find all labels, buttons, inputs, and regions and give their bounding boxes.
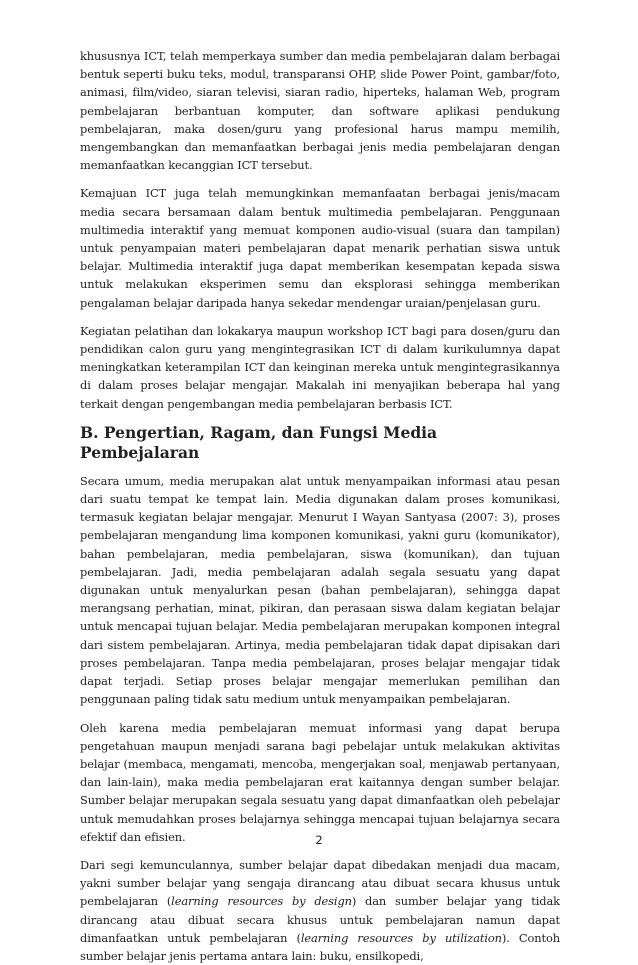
text-span: ). Contoh sumber belajar jenis pertama antara lain: buku, ensilkopedi, [80, 930, 560, 963]
text-span: Dari segi kemunculannya, sumber belajar dapat dibedakan menjadi dua macam, yakni sumber belajar yang sengaja dirancang atau dibuat secara khusus untuk pembelajaran ( [80, 857, 560, 909]
page-number: 2 [315, 833, 323, 847]
paragraph-learning-resources: Oleh karena media pembelajaran memuat informasi yang dapat berupa pengetahuan maupun menjadi sarana bagi pebelajar untuk melakukan aktivitas belajar (membaca, mengamati, mencoba, mengerjakan soal, menjawab pertanyaan, dan lain-lain), maka media pembelajaran erat kaitannya dengan sumber belajar. Sumber belajar merupakan segala sesuatu yang dapat dimanfaatkan oleh pebelajar untuk memudahkan proses belajarnya sehingga mencapai tujuan belajarnya secara efektif dan efisien. [80, 720, 560, 844]
paragraph-workshop: Kegiatan pelatihan dan lokakarya maupun workshop ICT bagi para dosen/guru dan pendidikan calon guru yang mengintegrasikan ICT di dalam kurikulumnya dapat meningkatkan keterampilan ICT dan keinginan mereka untuk mengintegrasikannya di dalam proses belajar mengajar. Makalah ini menyajikan beberapa hal yang terkait dengan pengembangan media pembelajaran berbasis ICT. [80, 323, 560, 411]
paragraph-ict-media: khususnya ICT, telah memperkaya sumber dan media pembelajaran dalam berbagai bentuk seperti buku teks, modul, transparansi OHP, slide Power Point, gambar/foto, animasi, film/video, siaran televisi, siaran radio, hiperteks, halaman Web, program pembelajaran berbantuan komputer, dan software aplikasi pendukung pembelajaran, maka dosen/guru yang profesional harus mampu memilih, mengembangkan dan memanfaatkan berbagai jenis media pembelajaran dengan memanfaatkan kecanggian ICT tersebut. [80, 49, 560, 173]
term-by-utilization: learning resources by utilization [300, 930, 502, 945]
paragraph-media-definition: Secara umum, media merupakan alat untuk menyampaikan informasi atau pesan dari suatu tempat ke tempat lain. Media digunakan dalam proses komunikasi, termasuk kegiatan belajar mengajar. Menurut I Wayan Santyasa (2007: 3), proses pembelajaran mengandung lima komponen komunikasi, yakni guru (komunikator), bahan pembelajaran, media pembelajaran, siswa (komunikan), dan tujuan pembelajaran. Jadi, media pembelajaran adalah segala sesuatu yang dapat digunakan untuk menyalurkan pesan (bahan pembelajaran), sehingga dapat merangsang perhatian, minat, pikiran, dan perasaan siswa dalam kegiatan belajar untuk mencapai tujuan belajar. Media pembelajaran merupakan komponen integral dari sistem pembelajaran. Artinya, media pembelajaran tidak dapat dipisakan dari proses pembelajaran. Tanpa media pembelajaran, proses belajar mengajar tidak dapat terjadi. Setiap proses belajar mengajar memerlukan pemilihan dan penggunaan paling tidak satu medium untuk menyampaikan pembelajaran. [80, 473, 560, 707]
term-by-design: learning resources by design [171, 894, 352, 909]
paragraph-resource-types [80, 856, 560, 965]
paragraph-multimedia: Kemajuan ICT juga telah memungkinkan memanfaatan berbagai jenis/macam media secara bersamaan dalam bentuk multimedia pembelajaran. Penggunaan multimedia interaktif yang memuat komponen audio-visual (suara dan tampilan) untuk penyampaian materi pembelajaran dapat menarik perhatian siswa untuk belajar. Multimedia interaktif juga dapat memberikan kesempatan kepada siswa untuk melakukan eksperimen semu dan eksplorasi sehingga memberikan pengalaman belajar daripada hanya sekedar mendengar uraian/penjelasan guru. [80, 186, 560, 310]
section-heading-b: B. Pengertian, Ragam, dan Fungsi Media Pembejalaran [80, 422, 438, 462]
text-span: ) dan sumber belajar yang tidak dirancang atau dibuat secara khusus untuk pembelajaran namun dapat dimanfaatkan untuk pembelajaran ( [80, 894, 560, 945]
